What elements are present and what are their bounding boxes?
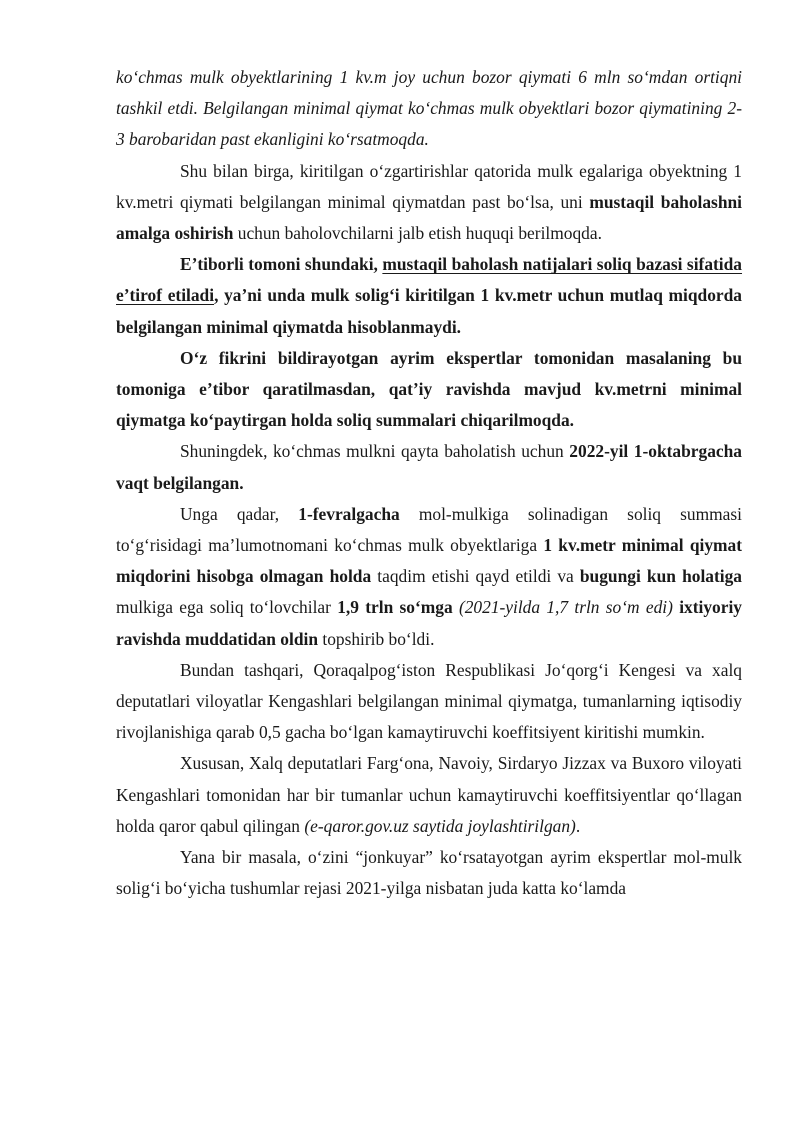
p2-b: mustaqil baholashni amalga oshirish [116, 191, 742, 244]
paragraph-reduction-coefficient [116, 655, 742, 749]
p9-text: Yana bir masala, o‘zini “jonkuyar” ko‘rsatayotgan ayrim ekspertlar mol-mulk solig‘i bo‘yicha tushumlar rejasi 2021-yilga nisbatan juda katta ko‘lamda [116, 847, 742, 899]
paragraph-independent-valuation-right [116, 156, 742, 250]
document-page [116, 62, 742, 904]
p8-b: (e-qaror.gov.uz saytida joylashtirilgan) [304, 815, 576, 836]
p6-a: Unga qadar, [180, 503, 299, 524]
p4-text: O‘z fikrini bildirayotgan ayrim ekspertlar tomonidan masalaning bu tomoniga e’tibor qaratilmasdan, qat’iy ravishda mavjud kv.metrni minimal qiymatga ko‘paytirgan holda soliq summalari chiqarilmoqda. [116, 347, 742, 431]
paragraph-experts-opinion [116, 343, 742, 437]
paragraph-tax-payment [116, 499, 742, 655]
p6-k: topshirib bo‘ldi. [318, 628, 435, 649]
p3-a: E’tiborli tomoni shundaki, [180, 254, 383, 275]
p5-b: 2022-yil 1-oktabrgacha vaqt belgilangan. [116, 441, 742, 493]
p5-a: Shuningdek, ko‘chmas mulkni qayta baholatish uchun [180, 441, 570, 462]
p6-h: 1,9 trln so‘mga [337, 597, 453, 618]
p3-b: mustaqil baholash natijalari soliq bazasi sifatida e’tirof etiladi [116, 254, 743, 306]
p7-text: Bundan tashqari, Qoraqalpog‘iston Respublikasi Jo‘qorg‘i Kengesi va xalq deputatlari viloyatlar Kengashlari belgilangan minimal qiymatga, tumanlarning iqtisodiy rivojlanishiga qarab 0,5 gacha bo‘lgan kamaytiruvchi koeffitsiyent kiritishi mumkin. [116, 659, 742, 743]
p6-d: 1 kv.metr minimal qiymat miqdorini hisobga olmagan holda [116, 535, 742, 587]
p6-g: mulkiga ega soliq to‘lovchilar [116, 597, 338, 618]
p6-i: (2021-yilda 1,7 trln so‘m edi) [452, 597, 673, 618]
paragraph-market-value [116, 62, 742, 156]
p6-e: taqdim etishi qayd etildi va [371, 566, 580, 587]
p8-a: Xususan, Xalq deputatlari Farg‘ona, Navoiy, Sirdaryo Jizzax va Buxoro viloyati Kengashlari tomonidan har bir tumanlar uchun kamaytiruvchi koeffitsiyentlar qo‘llagan holda qaror qabul qilingan [116, 753, 742, 836]
p2-a: Shu bilan birga, kiritilgan o‘zgartirishlar qatorida mulk egalariga obyektning 1 kv.metri qiymati belgilangan minimal qiymatdan past bo‘lsa, uni [116, 160, 742, 212]
paragraph-revaluation-deadline [116, 436, 742, 498]
p6-j: ixtiyoriy ravishda muddatidan oldin [116, 597, 742, 649]
paragraph-tax-base-notice [116, 249, 742, 343]
p6-f: bugungi kun holatiga [579, 566, 742, 587]
p1-text: ko‘chmas mulk obyektlarining 1 kv.m joy uchun bozor qiymati 6 mln so‘mdan ortiqni tashkil etdi. Belgilangan minimal qiymat ko‘chmas mulk obyektlari bozor qiymatining 2-3 barobaridan past ekanligini ko‘rsatmoqda. [116, 67, 742, 150]
p2-c: uchun baholovchilarni jalb etish huquqi berilmoqda. [233, 223, 602, 244]
p8-c: . [575, 815, 581, 836]
p6-b: 1-fevralgacha [298, 503, 400, 524]
paragraph-regional-councils [116, 748, 742, 842]
p3-c: , ya’ni unda mulk solig‘i kiritilgan 1 kv.metr uchun mutlaq miqdorda belgilangan minimal qiymatda hisoblanmaydi. [116, 285, 742, 337]
p6-c: mol-mulkiga solinadigan soliq summasi to‘g‘risidagi ma’lumotnomani ko‘chmas mulk obyektlariga [116, 503, 742, 556]
paragraph-another-issue [116, 842, 742, 904]
